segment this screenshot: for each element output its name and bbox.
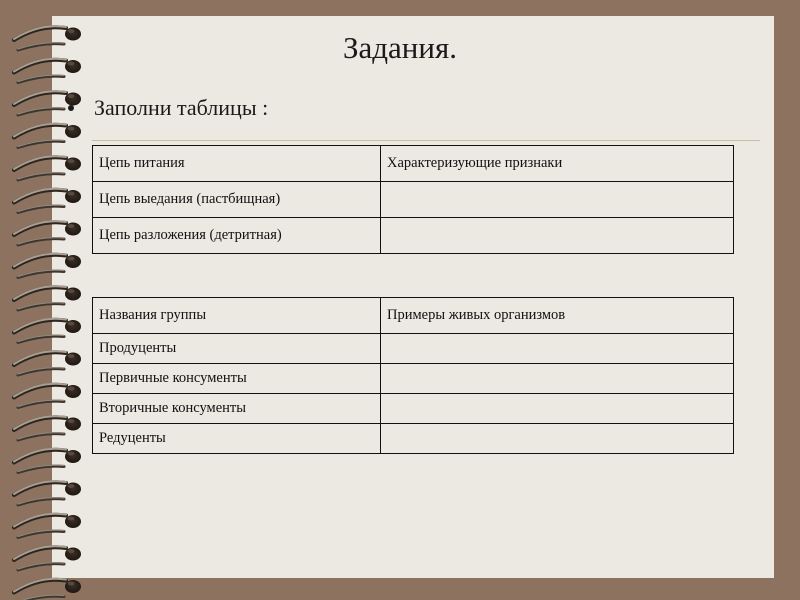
table-row xyxy=(93,218,734,254)
table-input-cell[interactable] xyxy=(381,182,734,218)
food-chain-table xyxy=(92,145,734,254)
task-text: Заполни таблицы : xyxy=(94,95,269,120)
divider-line xyxy=(92,140,760,141)
table-row xyxy=(93,334,734,364)
organism-groups-table xyxy=(92,297,734,454)
table-header-cell: Примеры живых организмов xyxy=(381,298,734,334)
table-row xyxy=(93,364,734,394)
table-header-cell: Цепь питания xyxy=(93,146,381,182)
table-header-cell: Характеризующие признаки xyxy=(381,146,734,182)
table-cell: Продуценты xyxy=(93,334,381,364)
table-cell: Цепь разложения (детритная) xyxy=(93,218,381,254)
table-cell: Вторичные консументы xyxy=(93,394,381,424)
table-row xyxy=(93,424,734,454)
table-input-cell[interactable] xyxy=(381,334,734,364)
spiral-binding-icon xyxy=(0,0,100,600)
table-cell: Первичные консументы xyxy=(93,364,381,394)
task-bullet xyxy=(68,95,268,121)
table-header-cell: Названия группы xyxy=(93,298,381,334)
bullet-icon xyxy=(68,105,74,111)
table-row xyxy=(93,182,734,218)
table-row xyxy=(93,146,734,182)
table-input-cell[interactable] xyxy=(381,364,734,394)
table-cell: Редуценты xyxy=(93,424,381,454)
table-input-cell[interactable] xyxy=(381,394,734,424)
table-input-cell[interactable] xyxy=(381,424,734,454)
table-input-cell[interactable] xyxy=(381,218,734,254)
page-title: Задания. xyxy=(342,30,457,65)
table-cell: Цепь выедания (пастбищная) xyxy=(93,182,381,218)
table-row xyxy=(93,394,734,424)
table-row xyxy=(93,298,734,334)
